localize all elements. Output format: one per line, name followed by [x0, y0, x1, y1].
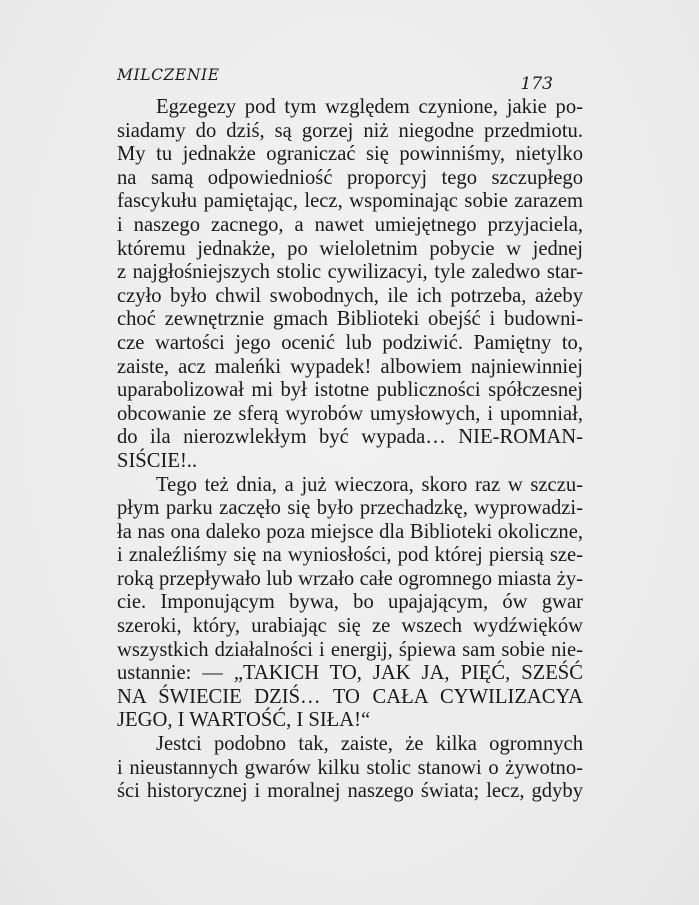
text-line: Tego też dnia, a już wieczora, skoro raz w szczu- [156, 473, 583, 496]
text-line: i naszego zacnego, a nawet umiejętnego przyjaciela, [117, 213, 583, 236]
text-line: roką przepływało lub wrzało całe ogromnego miasta ży- [117, 567, 583, 590]
text-line: ści historycznej i moralnej naszego świata; lecz, gdyby [117, 780, 583, 803]
text-line: SIŚCIE!.. [117, 449, 198, 472]
text-line: płym parku zaczęło się było przechadzkę, wyprowadzi- [117, 497, 583, 520]
text-line: fascykułu pamiętając, lecz, wspominając sobie zarazem [117, 190, 583, 213]
text-line: szeroki, który, urabiając się ze wszech wydźwięków [117, 615, 583, 638]
text-line: NA ŚWIECIE DZIŚ… TO CAŁA CYWILIZACYA [117, 685, 583, 708]
text-line: do ila nierozwlekłym być wypada… NIE-ROMAN- [117, 426, 583, 449]
page-number: 173 [520, 74, 553, 94]
text-line: cie. Imponującym bywa, bo upajającym, ów gwar [117, 591, 583, 614]
text-line: zaiste, acz maleńki wypadek! albowiem najniewinniej [117, 355, 583, 378]
text-line: wszystkich działalności i energij, śpiewa sam sobie nie- [117, 638, 583, 661]
text-line: i znaleźliśmy się na wyniosłości, pod której piersią sze- [117, 544, 583, 567]
text-line: siadamy do dziś, są gorzej niż niegodne przedmiotu. [117, 119, 583, 142]
text-line: uparabolizował mi był istotne publiczności spółczesnej [117, 379, 583, 402]
text-line: JEGO, I WARTOŚĆ, I SIŁA!“ [117, 709, 371, 732]
text-line: Egzegezy pod tym względem czynione, jakie po- [156, 96, 583, 118]
text-line: czyło było chwil swobodnych, ile ich potrzeba, ażeby [117, 284, 583, 307]
text-line: z najgłośniejszych stolic cywilizacyi, tyle zaledwo star- [117, 261, 583, 284]
text-line: cze wartości jego ocenić lub podziwić. Pamiętny to, [117, 331, 583, 354]
text-line: Jestci podobno tak, zaiste, że kilka ogromnych [156, 733, 583, 756]
text-line: na samą odpowiedniość proporcyj tego szczupłego [117, 166, 583, 189]
text-line: i nieustannych gwarów kilku stolic stanowi o żywotno- [117, 756, 583, 779]
text-line: któremu jednakże, po wieloletnim pobycie w jednej [117, 237, 583, 260]
body-text [117, 96, 583, 804]
text-line: obcowanie ze sferą wyrobów umysłowych, i upomniał, [117, 402, 583, 425]
text-line: My tu jednakże ograniczać się powinniśmy, nietylko [117, 143, 583, 166]
text-line: ła nas ona daleko poza miejsce dla Biblioteki okoliczne, [117, 520, 583, 543]
text-line: choć zewnętrznie gmach Biblioteki obejść i budowni- [117, 308, 583, 331]
text-line: ustannie: — „TAKICH TO, JAK JA, PIĘĆ, SZEŚĆ [117, 662, 583, 685]
running-title: MILCZENIE [117, 66, 220, 84]
running-head [117, 66, 583, 94]
